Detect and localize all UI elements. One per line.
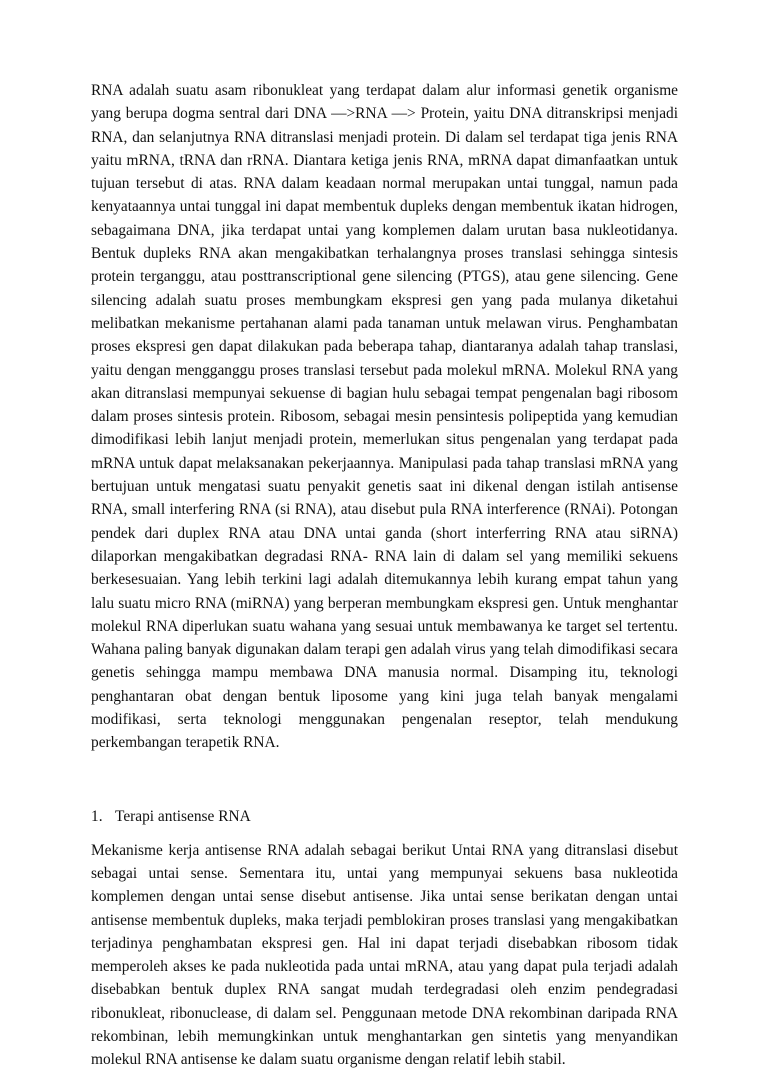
- document-body: [91, 79, 678, 1072]
- section-number: 1.: [91, 807, 103, 825]
- section-heading: [91, 805, 678, 828]
- section-paragraph: Mekanisme kerja antisense RNA adalah sebagai berikut Untai RNA yang ditranslasi disebut sebagai untai sense. Sementara itu, untai yang mempunyai sekuens basa nukleotida komplemen dengan untai sense disebut antisense. Jika untai sense berikatan dengan untai antisense membentuk dupleks, maka terjadi pemblokiran proses translasi yang mengakibatkan terjadinya penghambatan ekspresi gen. Hal ini dapat terjadi disebabkan ribosom tidak memperoleh akses ke pada nukleotida pada untai mRNA, atau yang dapat pula terjadi adalah disebabkan bentuk duplex RNA sangat mudah terdegradasi oleh enzim pendegradasi ribonukleat, ribonuclease, di dalam sel. Penggunaan metode DNA rekombinan daripada RNA rekombinan, lebih memungkinkan untuk menghantarkan gen sintetis yang menyandikan molekul RNA antisense ke dalam suatu organisme dengan relatif lebih stabil.: [91, 841, 678, 1069]
- section-title: Terapi antisense RNA: [115, 807, 251, 825]
- intro-paragraph: RNA adalah suatu asam ribonukleat yang terdapat dalam alur informasi genetik organisme yang berupa dogma sentral dari DNA —>RNA —> Protein, yaitu DNA ditranskripsi menjadi RNA, dan selanjutnya RNA ditranslasi menjadi protein. Di dalam sel terdapat tiga jenis RNA yaitu mRNA, tRNA dan rRNA. Diantara ketiga jenis RNA, mRNA dapat dimanfaatkan untuk tujuan tersebut di atas. RNA dalam keadaan normal merupakan untai tunggal, namun pada kenyataannya untai tunggal ini dapat membentuk dupleks dengan membentuk ikatan hidrogen, sebagaimana DNA, jika terdapat untai yang komplemen dalam urutan basa nukleotidanya. Bentuk dupleks RNA akan mengakibatkan terhalangnya proses translasi sehingga sintesis protein terganggu, atau posttranscriptional gene silencing (PTGS), atau gene silencing. Gene silencing adalah suatu proses membungkam ekspresi gen yang pada mulanya diketahui melibatkan mekanisme pertahanan alami pada tanaman untuk melawan virus. Penghambatan proses ekspresi gen dapat dilakukan pada beberapa tahap, diantaranya adalah tahap translasi, yaitu dengan mengganggu proses translasi tersebut pada molekul mRNA. Molekul RNA yang akan ditranslasi mempunyai sekuense di bagian hulu sebagai tempat pengenalan bagi ribosom dalam proses sintesis protein. Ribosom, sebagai mesin pensintesis polipeptida yang kemudian dimodifikasi lebih lanjut menjadi protein, memerlukan situs pengenalan yang terdapat pada mRNA untuk dapat melaksanakan pekerjaannya. Manipulasi pada tahap translasi mRNA yang bertujuan untuk mengatasi suatu penyakit genetis saat ini dikenal dengan istilah antisense RNA, small interfering RNA (si RNA), atau disebut pula RNA interference (RNAi). Potongan pendek dari duplex RNA atau DNA untai ganda (short interferring RNA atau siRNA) dilaporkan mengakibatkan degradasi RNA- RNA lain di dalam sel yang memiliki sekuens berkesesuaian. Yang lebih terkini lagi adalah ditemukannya lebih kurang empat tahun yang lalu suatu micro RNA (miRNA) yang berperan membungkam ekspresi gen. Untuk menghantar molekul RNA diperlukan suatu wahana yang sesuai untuk membawanya ke target sel tertentu. Wahana paling banyak digunakan dalam terapi gen adalah virus yang telah dimodifikasi secara genetis sehingga mampu membawa DNA manusia normal. Disamping itu, teknologi penghantaran obat dengan bentuk liposome yang kini juga telah banyak mengalami modifikasi, serta teknologi menggunakan pengenalan reseptor, telah mendukung perkembangan terapetik RNA.: [91, 82, 678, 752]
